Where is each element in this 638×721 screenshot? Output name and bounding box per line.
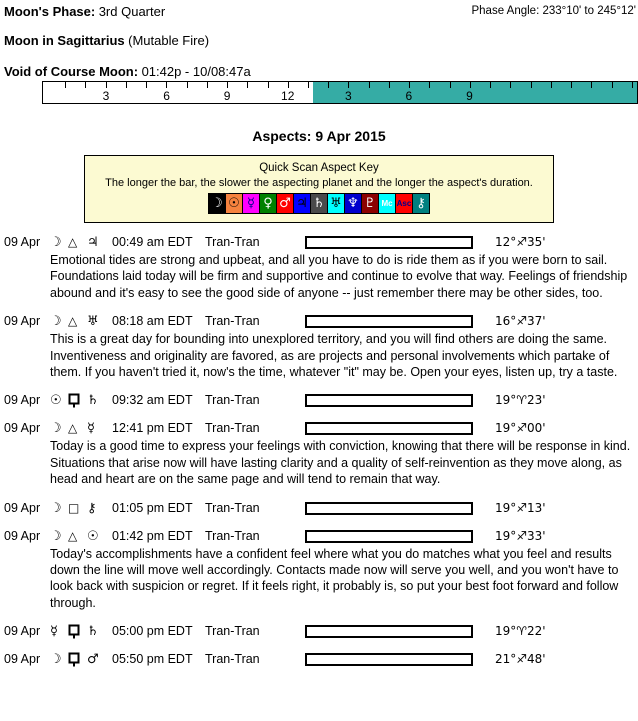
jupiter-icon: ♃ (87, 235, 99, 250)
ruler-hour-tick (126, 82, 127, 88)
aspect-date: 09 Apr (4, 624, 41, 639)
phase-angle (471, 4, 636, 17)
phase-angle-label: Phase Angle: (471, 5, 540, 17)
saturn-key-icon: ♄ (311, 194, 327, 213)
aspect-interpretation: This is a great day for bounding into unexplored territory, and you will find others are doing the same. Inventiveness and originality are favored, as are projects and personal involvements which partake of them. If you haven't tried it, now's the time, whatever "it" may be. Open your eyes, listen up, try a taste. (50, 332, 618, 380)
aspect-time: 00:49 am EDT (112, 235, 193, 249)
aspect-row (0, 421, 638, 436)
aspect-chart-type: Tran-Tran (205, 528, 260, 543)
aspect-date: 09 Apr (4, 314, 41, 329)
moon-sign-label: Moon in Sagittarius (4, 33, 125, 48)
aspect-block (0, 314, 638, 380)
planet-key-strip (208, 193, 430, 214)
chiron-icon: ⚷ (87, 500, 97, 516)
ruler-hour-tick (470, 82, 471, 88)
aspect-zodiac-position: 12°♐35' (495, 235, 546, 249)
moon-icon: ☽ (50, 652, 62, 668)
ruler-hour-tick (247, 82, 248, 88)
trine-icon: △ (68, 528, 78, 543)
moon-icon: ☽ (50, 528, 62, 544)
sun-key-icon: ☉ (226, 194, 242, 213)
aspect-row (0, 314, 638, 329)
aspect-time: 09:32 am EDT (112, 393, 193, 408)
aspect-zodiac-position: 19°♈23' (495, 393, 546, 408)
saturn-icon: ♄ (87, 393, 99, 409)
pluto-key-icon: ♇ (362, 194, 378, 213)
saturn-icon: ♄ (87, 624, 99, 640)
aspect-block (0, 529, 638, 612)
ruler-hour-label: 6 (163, 89, 170, 103)
aspect-duration-bar (305, 625, 473, 638)
aspect-zodiac-position: 19°♐33' (495, 528, 546, 543)
moon-icon: ☽ (50, 500, 62, 516)
ruler-hour-tick (106, 82, 107, 88)
header-row (0, 0, 638, 19)
aspect-block (0, 501, 638, 516)
moon-icon: ☽ (50, 314, 62, 330)
aspect-row (0, 235, 638, 250)
aspect-block (0, 624, 638, 639)
asc-key-icon: Asc (396, 194, 412, 213)
aspect-date: 09 Apr (4, 393, 41, 408)
aspect-block (0, 235, 638, 301)
phase-angle-value: 233°10' to 245°12' (542, 5, 636, 17)
aspect-chart-type: Tran-Tran (205, 421, 260, 436)
ruler-hour-label: 6 (405, 89, 413, 103)
aspect-duration-bar (305, 315, 473, 328)
ruler-hour-tick (166, 82, 167, 88)
sun-icon: ☉ (50, 393, 62, 409)
aspect-time: 05:50 pm EDT (112, 652, 193, 667)
aspect-row (0, 652, 638, 667)
aspect-zodiac-position: 19°♐00' (495, 421, 546, 436)
aspect-duration-bar (305, 502, 473, 515)
aspect-chart-type: Tran-Tran (205, 235, 260, 249)
aspect-zodiac-position: 19°♐13' (495, 500, 546, 515)
aspect-interpretation: Emotional tides are strong and upbeat, and all you have to do is ride them as if you were born to sail. Foundations laid today will be firm and supportive and continue to evolve that way. Feelings of friendship abound and it's easy to see the good side of anyone -- just remember there may be other sides, too. (50, 253, 628, 300)
moons-phase-label: Moon's Phase: (4, 4, 96, 19)
aspect-time: 01:42 pm EDT (112, 528, 193, 543)
ruler-hour-label: 3 (102, 89, 110, 103)
ruler-hour-tick (85, 82, 86, 88)
mars-key-icon: ♂ (277, 194, 293, 213)
quintile-icon (68, 393, 81, 410)
mars-icon: ♂ (87, 652, 99, 668)
ruler-hour-tick (389, 82, 390, 88)
ruler-hour-label: 3 (344, 89, 352, 103)
void-of-course-value: 01:42p - 10/08:47a (141, 64, 251, 79)
aspect-duration-bar (305, 653, 473, 666)
moon-icon: ☽ (50, 235, 62, 250)
aspect-chart-type: Tran-Tran (205, 624, 260, 639)
uranus-key-icon: ♅ (328, 194, 344, 213)
aspects-title: Aspects: 9 Apr 2015 (252, 128, 386, 144)
mercury-icon: ☿ (50, 624, 58, 640)
ruler-hour-tick (288, 82, 289, 88)
ruler-hour-label: 9 (223, 89, 231, 103)
aspect-duration-bar (305, 394, 473, 407)
aspect-key-subtitle: The longer the bar, the slower the aspecting planet and the longer the aspect's duration. (105, 177, 533, 189)
trine-icon: △ (68, 235, 78, 249)
moon-sign-line (4, 33, 638, 48)
ruler-hour-tick (490, 82, 491, 88)
ruler-hour-tick (187, 82, 188, 88)
aspect-time: 08:18 am EDT (112, 314, 193, 329)
aspect-duration-bar (305, 236, 473, 249)
aspect-duration-bar (305, 422, 473, 435)
ruler-hour-tick (551, 82, 552, 88)
aspect-chart-type: Tran-Tran (205, 652, 260, 667)
mercury-icon: ☿ (87, 421, 95, 437)
moon-sign-note: (Mutable Fire) (128, 33, 210, 48)
aspect-row (0, 501, 638, 516)
jupiter-key-icon: ♃ (294, 194, 310, 213)
ruler-hour-tick (348, 82, 349, 88)
aspect-row (0, 529, 638, 544)
aspect-date: 09 Apr (4, 528, 41, 543)
aspect-date: 09 Apr (4, 500, 41, 515)
venus-key-icon: ♀ (260, 194, 276, 213)
aspect-zodiac-position: 19°♈22' (495, 624, 546, 639)
ruler-hour-tick (612, 82, 613, 88)
aspect-date: 09 Apr (4, 652, 41, 667)
ruler-hour-tick (632, 82, 633, 88)
aspect-interpretation: Today's accomplishments have a confident feel where what you do matches what you feel and results down the line will move well accordingly. Contacts made now will serve you well, and you won't have to look back with suspicion or regret. If it feels right, it probably is, so put your best foot forward and follow through. (50, 546, 619, 610)
moons-phase-line (4, 4, 165, 19)
aspect-zodiac-position: 16°♐37' (495, 314, 546, 329)
void-period-fill (313, 82, 637, 103)
void-of-course-label: Void of Course Moon: (4, 64, 139, 79)
moon-key-icon: ☽ (209, 194, 225, 213)
voc-ruler (42, 81, 638, 104)
ruler-hour-tick (227, 82, 228, 88)
aspect-row (0, 624, 638, 639)
aspect-chart-type: Tran-Tran (205, 314, 260, 329)
quintile-icon (68, 652, 81, 669)
moon-icon: ☽ (50, 421, 62, 437)
aspect-time: 01:05 pm EDT (112, 500, 193, 515)
aspect-time: 12:41 pm EDT (112, 421, 193, 436)
ruler-hour-tick (571, 82, 572, 88)
ruler-hour-tick (146, 82, 147, 88)
aspect-list (0, 235, 638, 667)
ruler-hour-tick (207, 82, 208, 88)
aspect-block (0, 652, 638, 667)
aspect-chart-type: Tran-Tran (205, 500, 260, 515)
ruler-hour-tick (328, 82, 329, 88)
aspect-row (0, 393, 638, 408)
ruler-hour-tick (268, 82, 269, 88)
ruler-hour-tick (531, 82, 532, 88)
aspect-interpretation: Today is a good time to express your feelings with conviction, knowing that there will be response in kind. Situations that arise now will have lasting clarity and a quality of self-reinvention as they move along, as head and heart are on the same page and will tend to remain that way. (50, 439, 631, 487)
sun-icon: ☉ (87, 528, 99, 544)
quintile-icon (68, 624, 81, 641)
trine-icon: △ (68, 421, 78, 436)
ruler-hour-label: 9 (466, 89, 473, 103)
moons-phase-value: 3rd Quarter (98, 4, 166, 19)
ruler-hour-tick (409, 82, 410, 88)
aspect-key-box (84, 155, 554, 223)
aspect-zodiac-position: 21°♐48' (495, 652, 546, 667)
aspect-key-title: Quick Scan Aspect Key (259, 162, 379, 174)
aspect-block (0, 421, 638, 487)
neptune-key-icon: ♆ (345, 194, 361, 213)
mc-key-icon: Mc (379, 194, 395, 213)
mercury-key-icon: ☿ (243, 194, 259, 213)
ruler-hour-tick (65, 82, 66, 88)
aspect-chart-type: Tran-Tran (205, 393, 260, 408)
aspect-duration-bar (305, 530, 473, 543)
uranus-icon: ♅ (87, 314, 99, 330)
square-icon: □ (68, 500, 80, 515)
ruler-hour-tick (591, 82, 592, 88)
ruler-hour-tick (308, 82, 309, 88)
chiron-key-icon: ⚷ (413, 194, 429, 213)
void-of-course-line (4, 64, 638, 79)
aspect-date: 09 Apr (4, 421, 41, 436)
aspect-time: 05:00 pm EDT (112, 624, 193, 639)
aspect-block (0, 393, 638, 408)
ruler-hour-tick (369, 82, 370, 88)
ruler-hour-tick (450, 82, 451, 88)
aspect-date: 09 Apr (4, 235, 41, 249)
ruler-hour-label: 12 (281, 89, 295, 103)
ruler-hour-tick (429, 82, 430, 88)
trine-icon: △ (68, 314, 78, 329)
ruler-hour-tick (510, 82, 511, 88)
